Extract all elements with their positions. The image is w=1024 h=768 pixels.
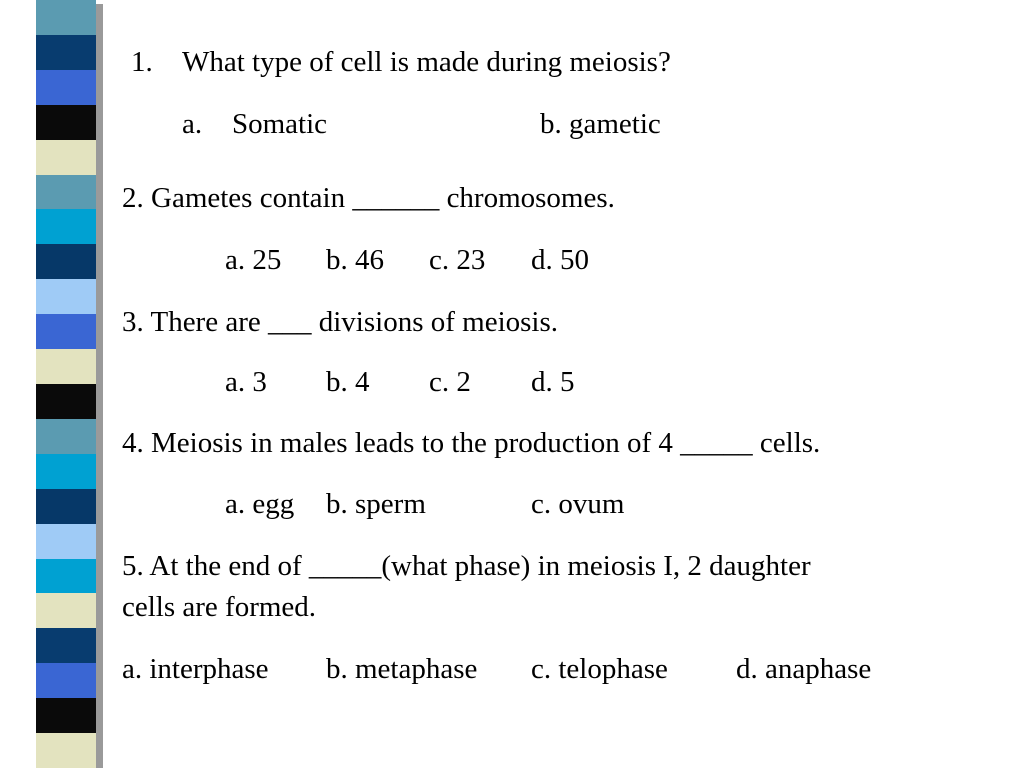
stripe-segment	[36, 0, 96, 35]
question-3-option-b: b. 4	[326, 366, 370, 398]
question-1-number: 1.	[131, 46, 153, 78]
stripe-segment	[36, 454, 96, 489]
question-2-option-b: b. 46	[326, 244, 384, 276]
question-1-option-b: b. gametic	[540, 108, 661, 140]
decorative-stripe	[36, 0, 96, 768]
question-4-option-b: b. sperm	[326, 488, 426, 520]
stripe-segment	[36, 349, 96, 384]
stripe-segment	[36, 698, 96, 733]
question-2-text: 2. Gametes contain ______ chromosomes.	[122, 182, 615, 214]
stripe-segment	[36, 35, 96, 70]
question-3-option-c: c. 2	[429, 366, 471, 398]
question-5-text-line-1: 5. At the end of _____(what phase) in meiosis I, 2 daughter	[122, 550, 811, 582]
stripe-segment	[36, 593, 96, 628]
stripe-segment	[36, 419, 96, 454]
stripe-segment	[36, 209, 96, 244]
question-5-option-d: d. anaphase	[736, 653, 872, 685]
question-4-text: 4. Meiosis in males leads to the production of 4 _____ cells.	[122, 427, 821, 459]
stripe-segment	[36, 489, 96, 524]
stripe-segment	[36, 105, 96, 140]
question-4-option-a: a. egg	[225, 488, 295, 520]
question-2-option-c: c. 23	[429, 244, 486, 276]
question-1-text: What type of cell is made during meiosis?	[182, 46, 671, 78]
stripe-segment	[36, 70, 96, 105]
question-2-option-a: a. 25	[225, 244, 282, 276]
stripe-segment	[36, 559, 96, 594]
question-5-option-c: c. telophase	[531, 653, 668, 685]
stripe-segment	[36, 733, 96, 768]
question-2-option-d: d. 50	[531, 244, 589, 276]
stripe-segment	[36, 279, 96, 314]
stripe-segment	[36, 663, 96, 698]
question-1-option-a-letter: a.	[182, 108, 203, 140]
question-1-option-a: Somatic	[232, 108, 328, 140]
stripe-segment	[36, 175, 96, 210]
stripe-segment	[36, 384, 96, 419]
stripe-segment	[36, 524, 96, 559]
stripe-segment	[36, 244, 96, 279]
question-3-option-d: d. 5	[531, 366, 575, 398]
stripe-segment	[36, 140, 96, 175]
question-5-option-b: b. metaphase	[326, 653, 478, 685]
question-3-text: 3. There are ___ divisions of meiosis.	[122, 306, 559, 338]
question-5-option-a: a. interphase	[122, 653, 269, 685]
stripe-segment	[36, 628, 96, 663]
question-3-option-a: a. 3	[225, 366, 267, 398]
question-4-option-c: c. ovum	[531, 488, 625, 520]
stripe-segment	[36, 314, 96, 349]
question-5-text-line-2: cells are formed.	[122, 591, 317, 623]
